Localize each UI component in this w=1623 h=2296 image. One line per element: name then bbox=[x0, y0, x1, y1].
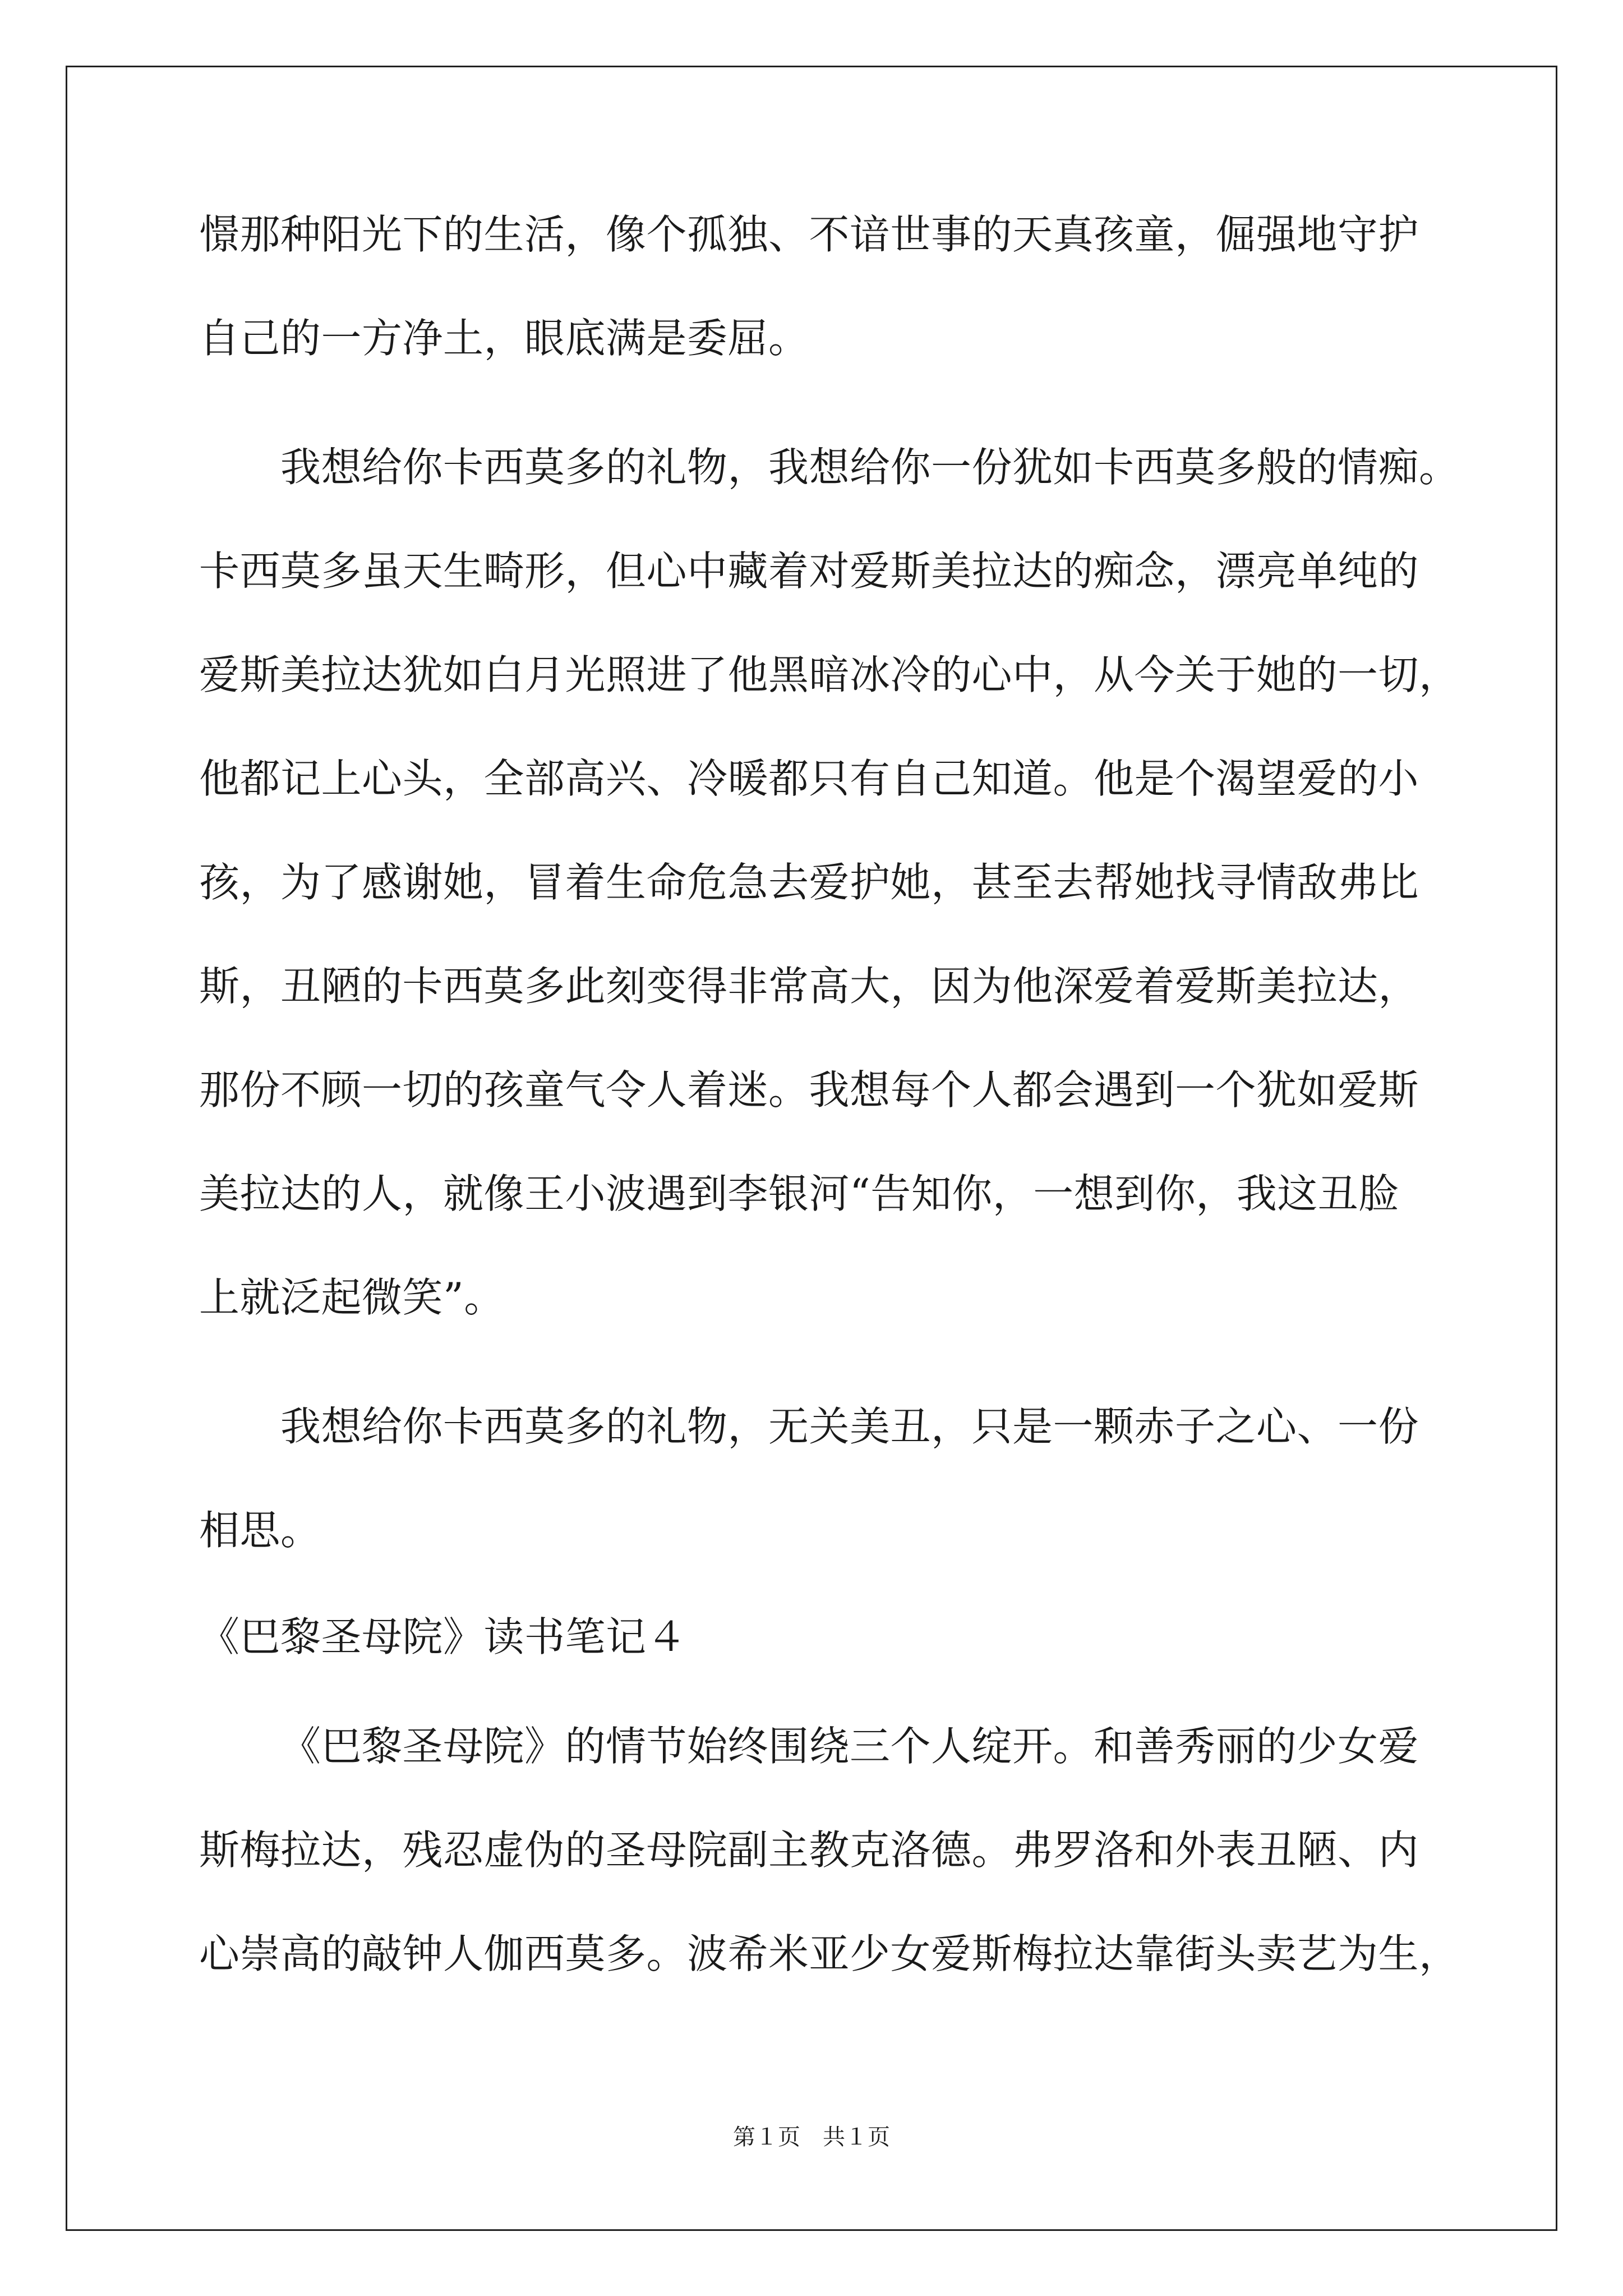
text-line: 美拉达的人，就像王小波遇到李银河“告知你，一想到你，我这丑脸 bbox=[199, 1170, 1399, 1217]
text-line: 相思。 bbox=[199, 1507, 321, 1554]
page-border bbox=[66, 66, 1557, 2231]
text-line: 卡西莫多虽天生畸形，但心中藏着对爱斯美拉达的痴念，漂亮单纯的 bbox=[199, 547, 1419, 595]
text-line: 那份不顾一切的孩童气令人着迷。我想每个人都会遇到一个犹如爱斯 bbox=[199, 1066, 1419, 1114]
text-line: 斯梅拉达，残忍虚伪的圣母院副主教克洛德。弗罗洛和外表丑陋、内 bbox=[199, 1826, 1419, 1874]
text-line: 斯，丑陋的卡西莫多此刻变得非常高大，因为他深爱着爱斯美拉达， bbox=[199, 963, 1419, 1010]
text-line: 自己的一方净土，眼底满是委屈。 bbox=[199, 315, 809, 362]
text-line: 孩，为了感谢她，冒着生命危急去爱护她，甚至去帮她找寻情敌弗比 bbox=[199, 859, 1419, 906]
section-heading: 《巴黎圣母院》读书笔记４ bbox=[199, 1613, 688, 1660]
page-footer: 第１页 共１页 bbox=[733, 2124, 890, 2150]
text-line: 憬那种阳光下的生活，像个孤独、不谙世事的天真孩童，倔强地守护 bbox=[199, 211, 1419, 258]
text-line: 我想给你卡西莫多的礼物，无关美丑，只是一颗赤子之心、一份 bbox=[280, 1403, 1419, 1450]
text-line: 心崇高的敲钟人伽西莫多。波希米亚少女爱斯梅拉达靠街头卖艺为生， bbox=[199, 1930, 1460, 1977]
text-line: 他都记上心头，全部高兴、冷暖都只有自己知道。他是个渴望爱的小 bbox=[199, 755, 1419, 802]
text-line: 《巴黎圣母院》的情节始终围绕三个人绽开。和善秀丽的少女爱 bbox=[280, 1723, 1419, 1770]
text-line: 爱斯美拉达犹如白月光照进了他黑暗冰冷的心中，从今关于她的一切， bbox=[199, 651, 1460, 698]
text-line: 上就泛起微笑”。 bbox=[199, 1274, 505, 1321]
text-line: 我想给你卡西莫多的礼物，我想给你一份犹如卡西莫多般的情痴。 bbox=[280, 444, 1460, 491]
